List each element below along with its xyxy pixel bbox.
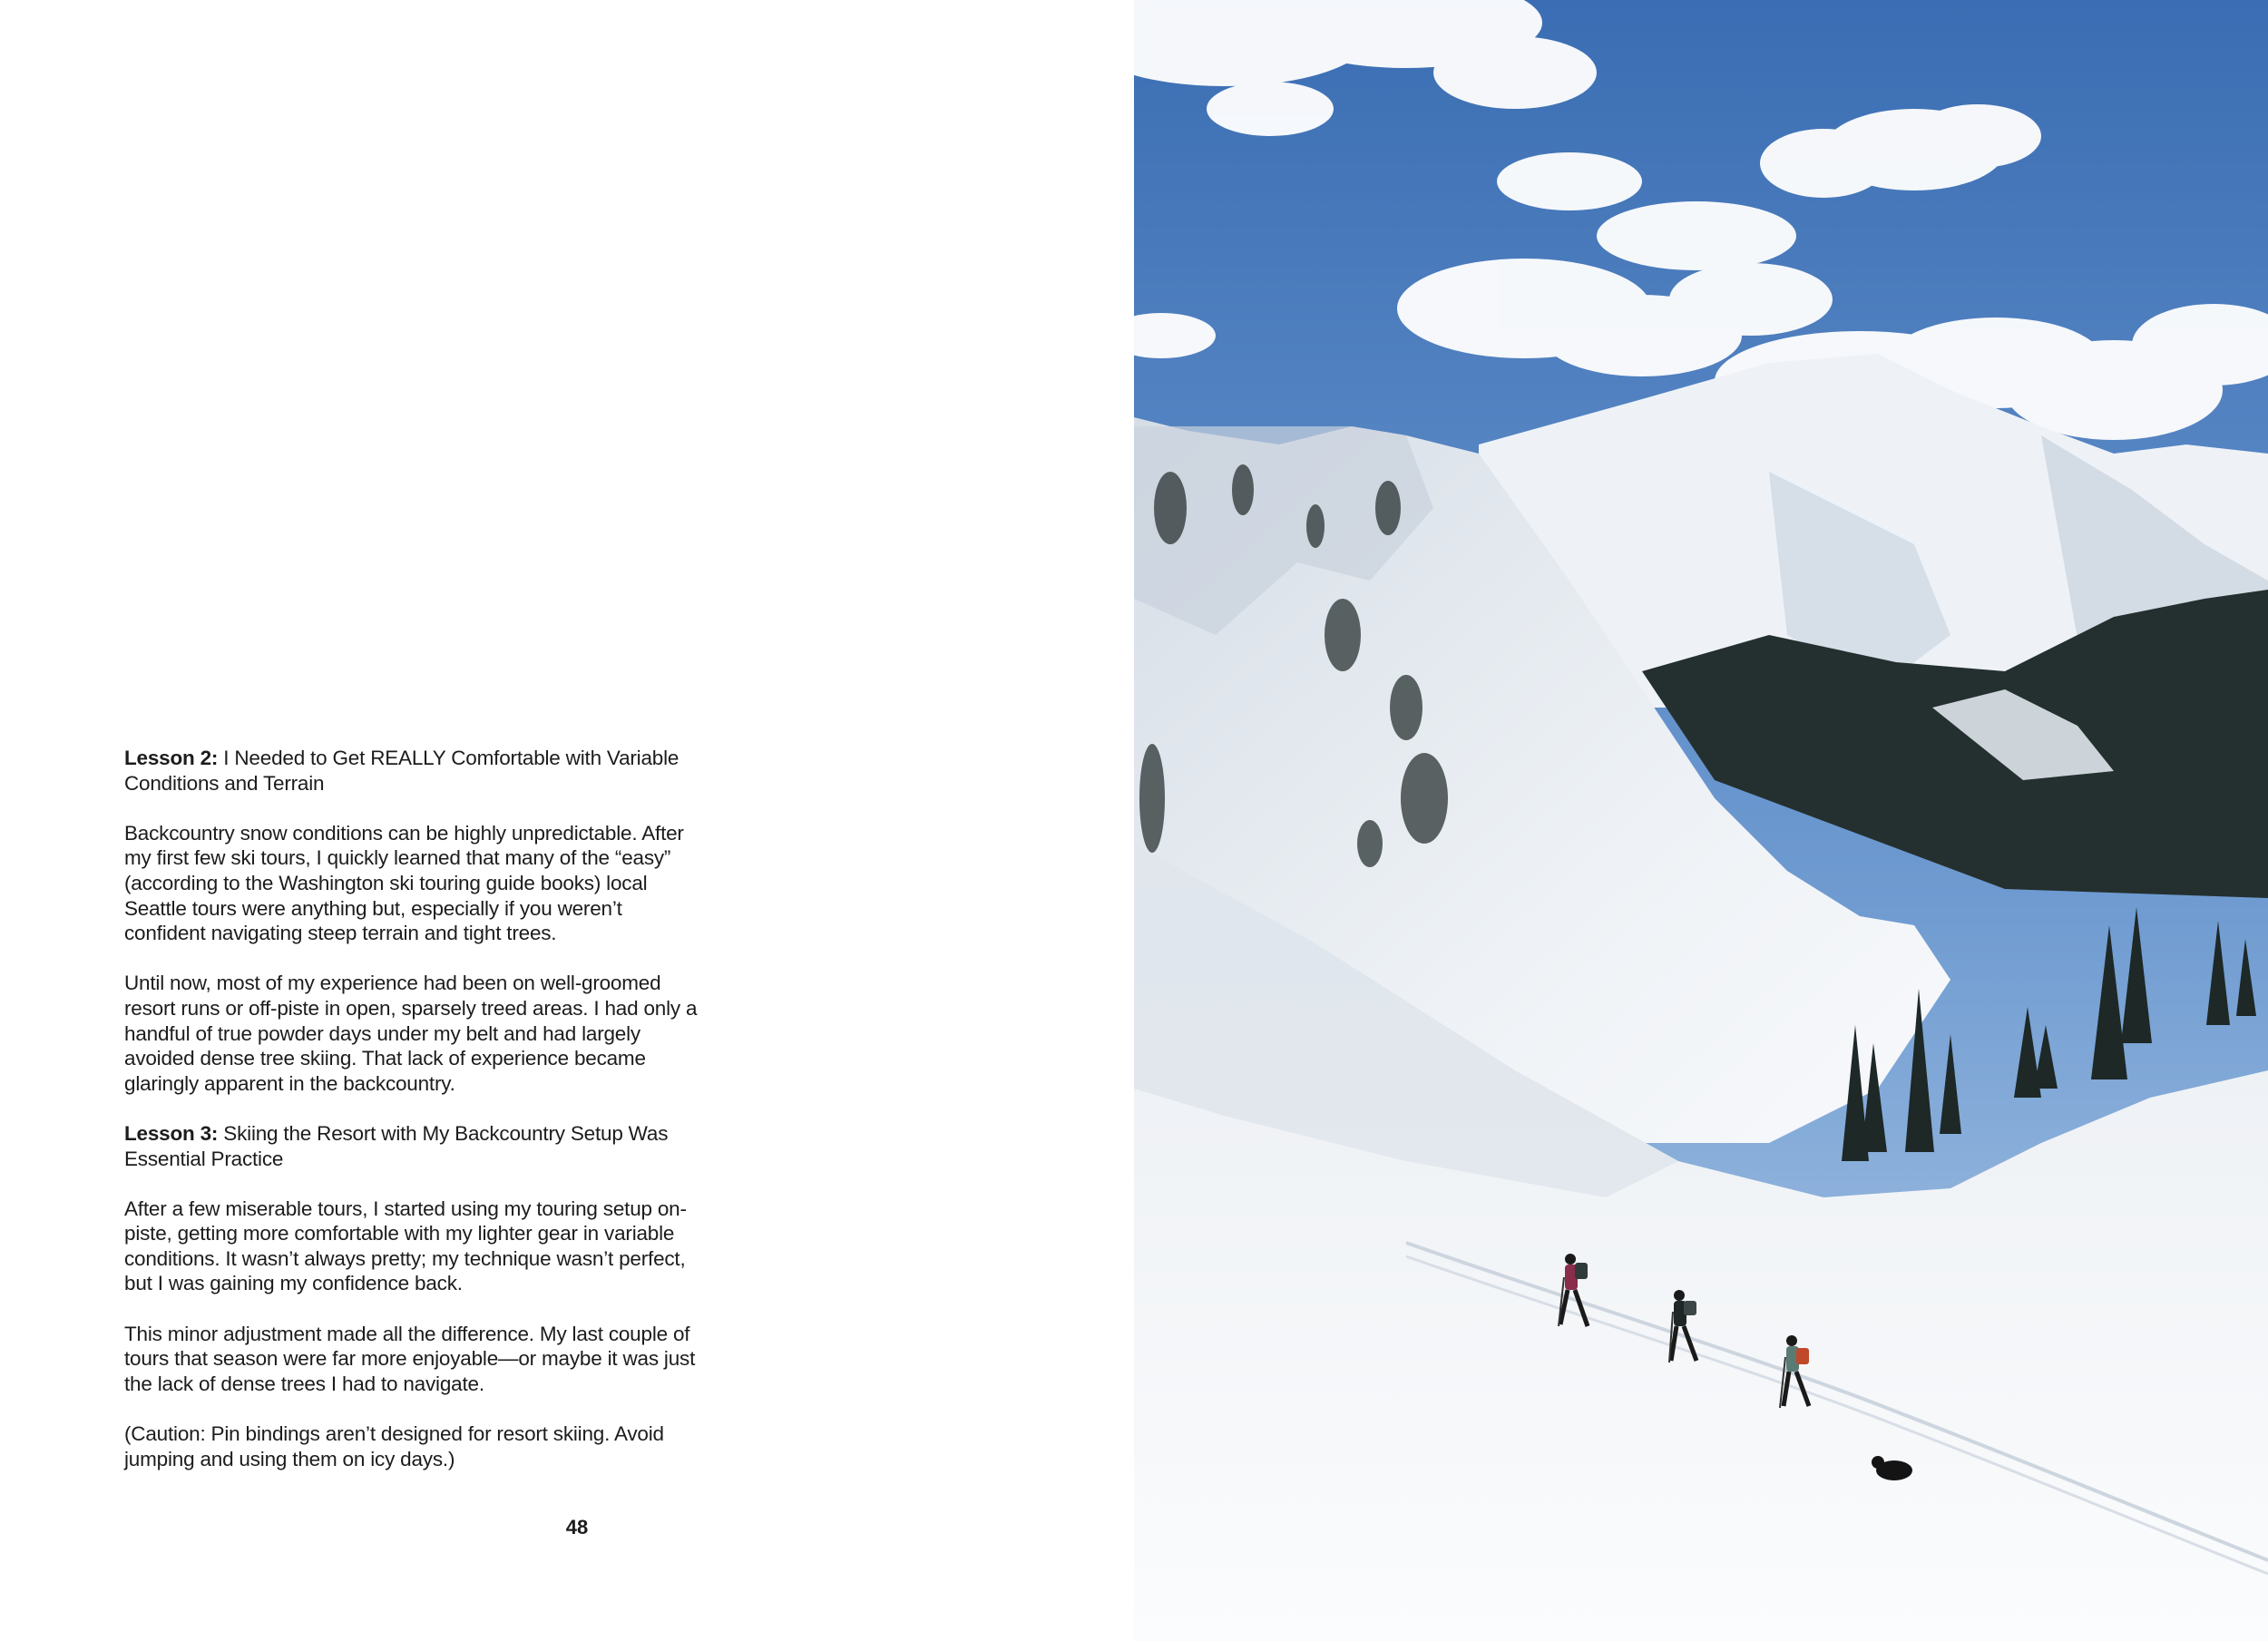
lesson-2-label: Lesson 2: <box>124 747 219 769</box>
photo-illustration <box>1134 0 2268 1641</box>
body-text <box>124 746 705 1497</box>
paragraph: This minor adjustment made all the difference. My last couple of tours that season were far more enjoyable—or maybe it was just the lack of dense trees I had to navigate. <box>124 1322 696 1395</box>
lesson-2-heading <box>124 746 705 796</box>
lesson-3-heading <box>124 1121 705 1171</box>
lesson-3-title: Skiing the Resort with My Backcountry Setup Was Essential Practice <box>124 1121 669 1170</box>
mountain-photo <box>1134 0 2268 1641</box>
paragraph: (Caution: Pin bindings aren’t designed for resort skiing. Avoid jumping and using them on icy days.) <box>124 1422 664 1470</box>
paragraph: Until now, most of my experience had been on well-groomed resort runs or off-piste in open, sparsely treed areas. I had only a handful of true powder days under my belt and had largely avoided dense tree skiing. That lack of experience became glaringly apparent in the backcountry. <box>124 972 698 1095</box>
page-number: 48 <box>565 1516 589 1538</box>
lesson-3-label: Lesson 3: <box>124 1121 219 1145</box>
paragraph: After a few miserable tours, I started using my touring setup on-piste, getting more comfortable with my lighter gear in variable conditions. It wasn’t always pretty; my technique wasn’t perfect, but I was gaining my confidence back. <box>124 1197 687 1295</box>
paragraph: Backcountry snow conditions can be highly unpredictable. After my first few ski tours, I quickly learned that many of the “easy” (according to the Washington ski touring guide books) local Seattle tours were anything but, especially if you weren’t confident navigating steep terrain and tight trees. <box>124 821 684 945</box>
lesson-2-title: I Needed to Get REALLY Comfortable with Variable Conditions and Terrain <box>124 747 679 795</box>
